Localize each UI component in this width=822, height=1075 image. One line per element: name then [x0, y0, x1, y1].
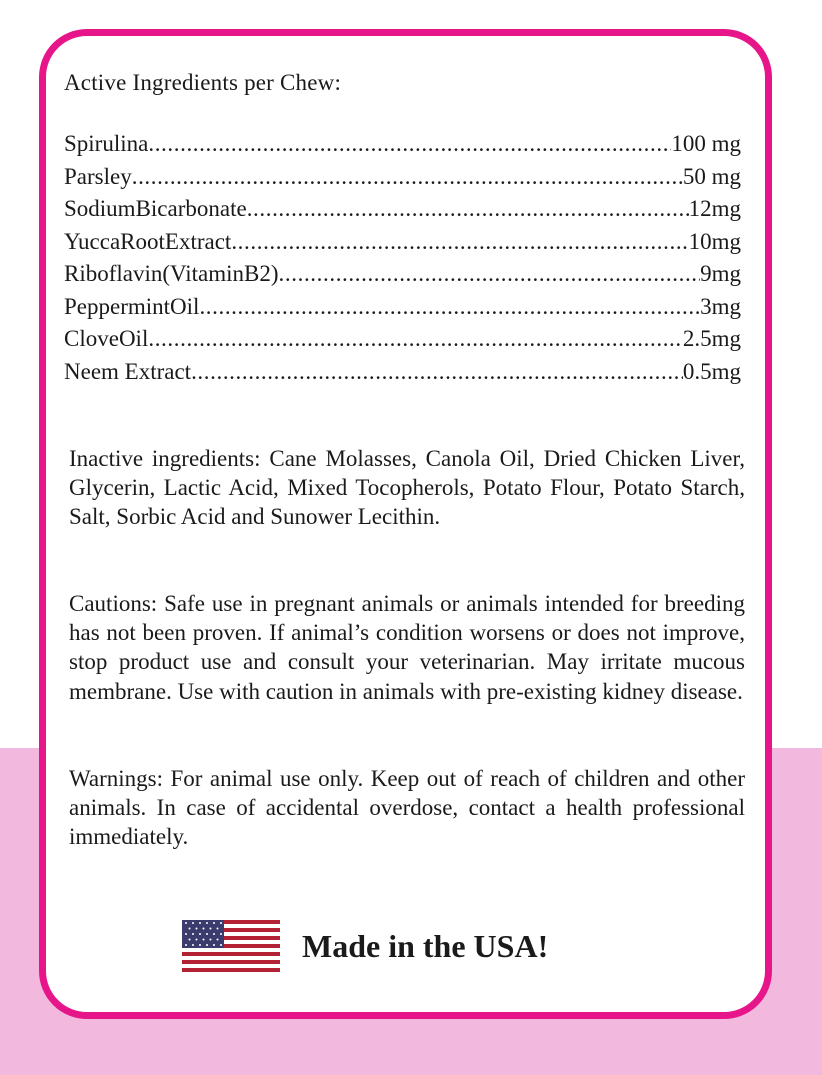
dot-leader: [279, 258, 701, 291]
ingredient-amount: 100 mg: [671, 131, 741, 156]
ingredient-amount: 2.5mg: [682, 326, 741, 351]
dot-leader: [148, 128, 671, 161]
dot-leader: [148, 323, 683, 356]
ingredient-row: [64, 323, 741, 356]
ingredient-amount: 10mg: [688, 228, 741, 254]
ingredient-row: [64, 193, 741, 226]
dot-leader: [199, 291, 700, 324]
ingredient-row: [64, 356, 741, 389]
active-ingredients-list: [64, 128, 741, 388]
ingredient-amount: 3mg: [700, 293, 741, 319]
ingredient-name: PeppermintOil: [64, 293, 200, 319]
ingredient-name: CloveOil: [64, 326, 149, 351]
made-in-usa-text: Made in the USA!: [302, 928, 549, 964]
dot-leader: [247, 193, 689, 226]
ingredient-name: YuccaRootExtract: [64, 228, 232, 254]
dot-leader: [231, 226, 688, 259]
dot-leader: [132, 161, 683, 194]
ingredient-amount: 9mg: [700, 261, 741, 286]
ingredient-amount: 0.5mg: [682, 358, 741, 384]
ingredient-name: Spirulina: [64, 131, 149, 156]
cautions-paragraph: Cautions: Safe use in pregnant animals or animals intended for breeding has not been proven. If animal’s condition worsens or does not improve, stop product use and consult your veterinarian. May irritate mucous membrane. Use with caution in animals with pre-existing kidney disease.: [69, 591, 745, 704]
ingredient-name: SodiumBicarbonate: [64, 196, 247, 221]
ingredient-row: [64, 258, 741, 291]
ingredient-row: [64, 226, 741, 259]
warnings-paragraph: Warnings: For animal use only. Keep out of reach of children and other animals. In case of accidental overdose, contact a health professional immediately.: [69, 766, 745, 850]
ingredient-amount: 50 mg: [682, 163, 741, 189]
inactive-ingredients-paragraph: Inactive ingredients: Cane Molasses, Canola Oil, Dried Chicken Liver, Glycerin, Lactic Acid, Mixed Tocopherols, Potato Flour, Potato Starch, Salt, Sorbic Acid and Sunower Lecithin.: [69, 446, 745, 530]
ingredient-name: Neem Extract: [64, 358, 192, 384]
ingredient-name: Parsley: [64, 163, 132, 189]
ingredient-row: [64, 128, 741, 161]
dot-leader: [191, 356, 683, 389]
active-ingredients-title: Active Ingredients per Chew:: [64, 70, 342, 95]
ingredient-row: [64, 291, 741, 324]
ingredient-amount: 12mg: [688, 196, 741, 221]
us-flag-icon: [182, 920, 280, 972]
ingredient-name: Riboflavin(VitaminB2): [64, 261, 279, 286]
ingredient-row: [64, 161, 741, 194]
